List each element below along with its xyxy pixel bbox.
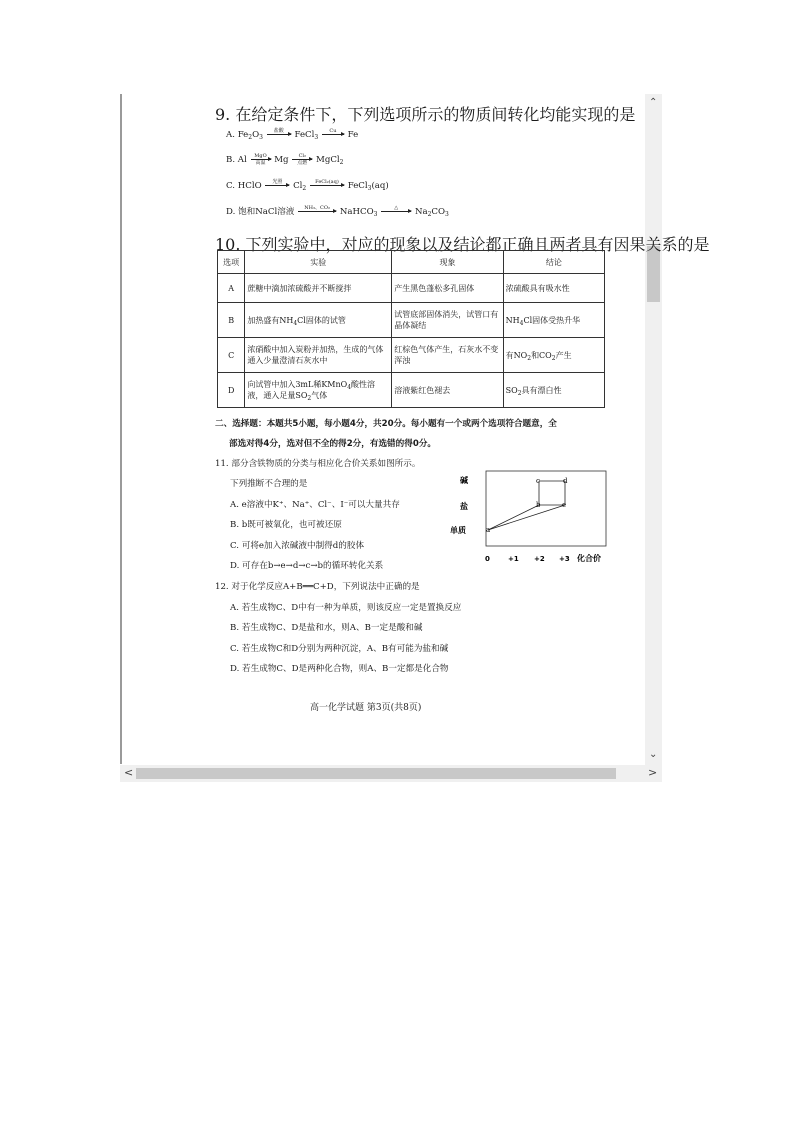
- q11-option-c: C. 可将e加入浓碱液中制得d的胶体: [230, 541, 365, 551]
- scroll-left-icon[interactable]: <: [124, 766, 134, 779]
- q10-table: [217, 250, 605, 408]
- scroll-down-icon[interactable]: ⌄: [649, 749, 658, 760]
- q10-stem: 10. 下列实验中，对应的现象以及结论都正确且两者具有因果关系的是: [215, 235, 710, 254]
- table-cell: 浓硫酸具有吸水性: [503, 274, 604, 303]
- q9-option-b: [226, 153, 343, 166]
- arrow-condition: 光照: [272, 179, 283, 185]
- table-cell: C: [218, 338, 245, 373]
- x-tick: +2: [534, 555, 545, 563]
- table-cell: [503, 303, 604, 338]
- cell-text: 加热盛有NH: [247, 315, 294, 325]
- q9-option-d: [226, 205, 449, 218]
- table-cell: 浓硝酸中加入炭粉并加热，生成的气体通入少量澄清石灰水中: [245, 338, 392, 373]
- reaction-arrow: [310, 179, 344, 192]
- q12-option-a: A. 若生成物C、D中有一种为单质，则该反应一定是置换反应: [230, 603, 462, 613]
- point-e: e: [562, 501, 567, 509]
- y-label-salt: 盐: [460, 502, 468, 511]
- x-tick: 0: [485, 555, 490, 563]
- vertical-scrollbar[interactable]: [645, 94, 662, 765]
- subscript: 2: [517, 389, 522, 397]
- horizontal-scroll-thumb[interactable]: [136, 768, 616, 779]
- graph-frame: [486, 471, 606, 546]
- formula: HClO: [237, 181, 262, 191]
- section2-line2: 部选对得4分，选对但不全的得2分，有选错的得0分。: [229, 439, 437, 449]
- reaction-arrow: [267, 128, 291, 141]
- table-cell: [503, 373, 604, 408]
- subscript: 2: [551, 354, 556, 362]
- cell-text: 和CO: [531, 350, 552, 360]
- reaction-arrow: [298, 205, 336, 218]
- subscript: 3: [373, 211, 378, 218]
- formula: Al: [237, 155, 247, 165]
- table-cell: 溶液紫红色褪去: [392, 373, 503, 408]
- subscript: 2: [339, 159, 344, 166]
- reaction-arrow: [251, 153, 271, 166]
- arrow-condition: FeCl₂(aq): [315, 179, 339, 185]
- formula: Na: [414, 207, 428, 217]
- formula: O: [252, 130, 260, 140]
- option-label: B.: [226, 155, 236, 165]
- cell-text: SO: [505, 385, 518, 395]
- x-tick: +3: [559, 555, 570, 563]
- edge-a-e: [488, 505, 565, 530]
- cell-text: 向试管中加入3mL稀KMnO: [247, 380, 348, 389]
- arrow-condition: 点燃: [297, 160, 308, 166]
- q11-option-a: A. e溶液中K⁺、Na⁺、Cl⁻、I⁻可以大量共存: [230, 500, 400, 510]
- formula: FeCl: [347, 181, 368, 191]
- arrow-condition: MgO: [254, 153, 267, 159]
- cell-text: 产生: [555, 350, 572, 360]
- table-cell: A: [218, 274, 245, 303]
- q11-sub: 下列推断不合理的是: [230, 479, 308, 489]
- subscript: 4: [519, 319, 524, 327]
- horizontal-scrollbar[interactable]: [120, 765, 662, 782]
- cell-text: 气体: [311, 391, 328, 400]
- table-cell: [245, 373, 392, 408]
- y-label-base: 碱: [460, 476, 468, 485]
- section2-line1: 二、选择题：本题共5小题，每小题4分，共20分。每小题有一个或两个选项符合题意，全: [215, 419, 557, 429]
- formula: Mg: [274, 155, 289, 165]
- table-row: [218, 373, 605, 408]
- reaction-arrow: [381, 205, 411, 218]
- table-cell: 红棕色气体产生，石灰水不变浑浊: [392, 338, 503, 373]
- scroll-up-icon[interactable]: ⌃: [649, 97, 658, 108]
- q12-stem: 12. 对于化学反应A+B══C+D，下列说法中正确的是: [215, 582, 420, 592]
- page-footer: 高一化学试题 第3页(共8页): [310, 703, 422, 713]
- cell-text: 酸性溶液，通入足量SO: [247, 380, 376, 400]
- point-a: a: [486, 526, 491, 534]
- cell-text: 有NO: [505, 350, 528, 360]
- arrow-condition: Cu: [329, 128, 337, 134]
- cell-text: 具有漂白性: [521, 385, 562, 395]
- subscript: 3: [367, 185, 372, 192]
- subscript: 3: [445, 211, 449, 218]
- table-cell: 试管底部固体消失，试管口有晶体凝结: [392, 303, 503, 338]
- scroll-right-icon[interactable]: >: [648, 766, 658, 779]
- column-header: 结论: [503, 251, 604, 274]
- table-cell: [503, 338, 604, 373]
- subscript: 2: [427, 211, 432, 218]
- subscript: 2: [307, 395, 312, 402]
- point-b: b: [536, 501, 541, 509]
- table-cell: B: [218, 303, 245, 338]
- arrow-condition: 盐酸: [273, 128, 284, 134]
- arrow-condition: △: [394, 205, 399, 211]
- cell-text: Cl固体的试管: [297, 315, 346, 325]
- formula: FeCl: [294, 130, 315, 140]
- subscript: 2: [302, 185, 307, 192]
- formula: Fe: [347, 130, 359, 140]
- table-cell: 蔗糖中滴加浓硫酸并不断搅拌: [245, 274, 392, 303]
- q12-option-d: D. 若生成物C、D是两种化合物，则A、B一定都是化合物: [230, 664, 449, 674]
- q11-stem: 11. 部分含铁物质的分类与相应化合价关系如图所示。: [215, 459, 421, 469]
- column-header: 选项: [218, 251, 245, 274]
- formula: NaHCO: [339, 207, 374, 217]
- subscript: 3: [259, 134, 263, 141]
- subscript: 2: [527, 354, 532, 362]
- formula: Fe: [237, 130, 249, 140]
- valence-graph: [450, 469, 610, 569]
- formula: MgCl: [316, 155, 340, 165]
- table-cell: D: [218, 373, 245, 408]
- subscript: 4: [293, 319, 298, 327]
- cell-text: NH: [505, 315, 520, 325]
- formula: (aq): [371, 181, 389, 191]
- q12-option-b: B. 若生成物C、D是盐和水，则A、B一定是酸和碱: [230, 623, 423, 633]
- table-cell: 产生黑色蓬松多孔固体: [392, 274, 503, 303]
- q9-option-a: [226, 128, 358, 141]
- reaction-arrow: [292, 153, 312, 166]
- y-label-element: 单质: [450, 526, 466, 535]
- formula: CO: [431, 207, 446, 217]
- formula: 饱和NaCl溶液: [238, 207, 295, 217]
- reaction-arrow: [322, 128, 344, 141]
- option-label: A.: [226, 130, 235, 140]
- x-tick: +1: [508, 555, 519, 563]
- point-c: c: [536, 477, 540, 485]
- q12-option-c: C. 若生成物C和D分别为两种沉淀，A、B有可能为盐和碱: [230, 644, 449, 654]
- cell-text: Cl固体受热升华: [523, 315, 581, 325]
- formula: Cl: [293, 181, 303, 191]
- q11-option-b: B. b既可被氧化，也可被还原: [230, 520, 342, 530]
- q9-option-c: [226, 179, 389, 192]
- q11-option-d: D. 可存在b→e→d→c→b的循环转化关系: [230, 561, 384, 571]
- table-row: [218, 338, 605, 373]
- edge-a-b: [488, 505, 539, 530]
- viewer-left-border: [120, 94, 122, 764]
- column-header: 实验: [245, 251, 392, 274]
- table-row: [218, 274, 605, 303]
- reaction-arrow: [265, 179, 289, 192]
- option-label: C.: [226, 181, 236, 191]
- q9-stem: 9. 在给定条件下，下列选项所示的物质间转化均能实现的是: [215, 105, 636, 124]
- arrow-condition: Cl₂: [298, 153, 306, 159]
- x-axis-title: 化合价: [577, 554, 601, 563]
- table-cell: [245, 303, 392, 338]
- subscript: 2: [248, 134, 253, 141]
- subscript: 3: [314, 134, 319, 141]
- option-label: D.: [226, 207, 236, 217]
- column-header: 现象: [392, 251, 503, 274]
- subscript: 4: [347, 384, 352, 391]
- arrow-condition: NH₃、CO₂: [304, 205, 330, 211]
- arrow-condition: 高温: [255, 160, 266, 166]
- table-header-row: [218, 251, 605, 274]
- point-d: d: [563, 477, 568, 485]
- table-row: [218, 303, 605, 338]
